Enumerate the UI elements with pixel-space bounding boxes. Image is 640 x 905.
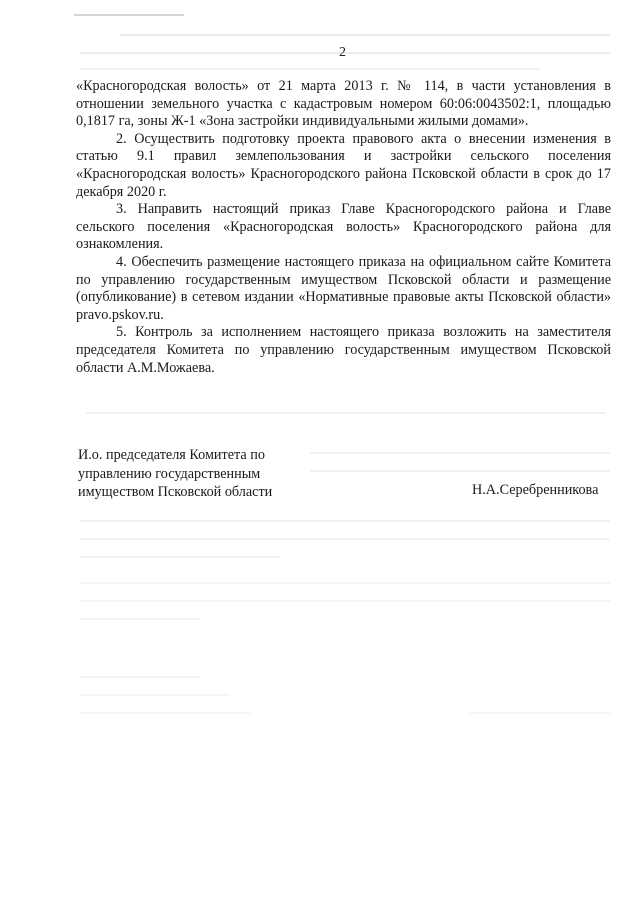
bleed-through-mark	[80, 538, 610, 540]
position-line-3: имуществом Псковской области	[78, 484, 273, 500]
bleed-through-mark	[80, 600, 610, 602]
bleed-through-mark	[310, 452, 610, 454]
bleed-through-mark	[80, 712, 250, 714]
paragraph-4: 4. Обеспечить размещение настоящего приказа на официальном сайте Комитета по управлению государственным имуществом Псковской области и размещение (опубликование) в сетевом издании «Нормативные правовые акты Псковской области» pravo.pskov.ru.	[76, 253, 611, 323]
bleed-through-mark	[120, 34, 610, 36]
paragraph-1-continuation: «Красногородская волость» от 21 марта 2013 г. № 114, в части установления в отношении земельного участка с кадастровым номером 60:06:0043502:1, площадью 0,1817 га, зоны Ж-1 «Зона застройки индивидуальными жилыми домами».	[76, 78, 611, 130]
bleed-through-mark	[80, 520, 610, 522]
bleed-through-mark	[80, 676, 200, 678]
bleed-through-mark	[80, 618, 200, 620]
bleed-through-mark	[470, 712, 610, 714]
order-body	[76, 78, 611, 377]
paragraph-5: 5. Контроль за исполнением настоящего приказа возложить на заместителя председателя Комитета по управлению государственным имуществом Псковской области А.М.Можаева.	[76, 324, 611, 376]
bleed-through-mark	[80, 582, 610, 584]
bleed-through-mark	[80, 694, 230, 696]
position-line-1: И.о. председателя Комитета по	[78, 447, 265, 463]
paragraph-2: 2. Осуществить подготовку проекта правового акта о внесении изменения в статью 9.1 правил землепользования и застройки сельского поселения «Красногородская волость» Красногородского района Псковской области в срок до 17 декабря 2020 г.	[76, 130, 611, 200]
signatory-position	[78, 446, 272, 502]
page-number: 2	[339, 45, 346, 60]
bleed-through-mark	[80, 556, 280, 558]
bleed-through-mark	[74, 14, 184, 16]
position-line-2: управлению государственным	[78, 465, 261, 482]
bleed-through-mark	[80, 68, 540, 70]
paragraph-3: 3. Направить настоящий приказ Главе Красногородского района и Главе сельского поселения «Красногородская волость» Красногородского района для ознакомления.	[76, 201, 611, 253]
bleed-through-mark	[310, 470, 610, 472]
signatory-name: Н.А.Серебренникова	[472, 482, 599, 498]
bleed-through-mark	[86, 412, 606, 414]
